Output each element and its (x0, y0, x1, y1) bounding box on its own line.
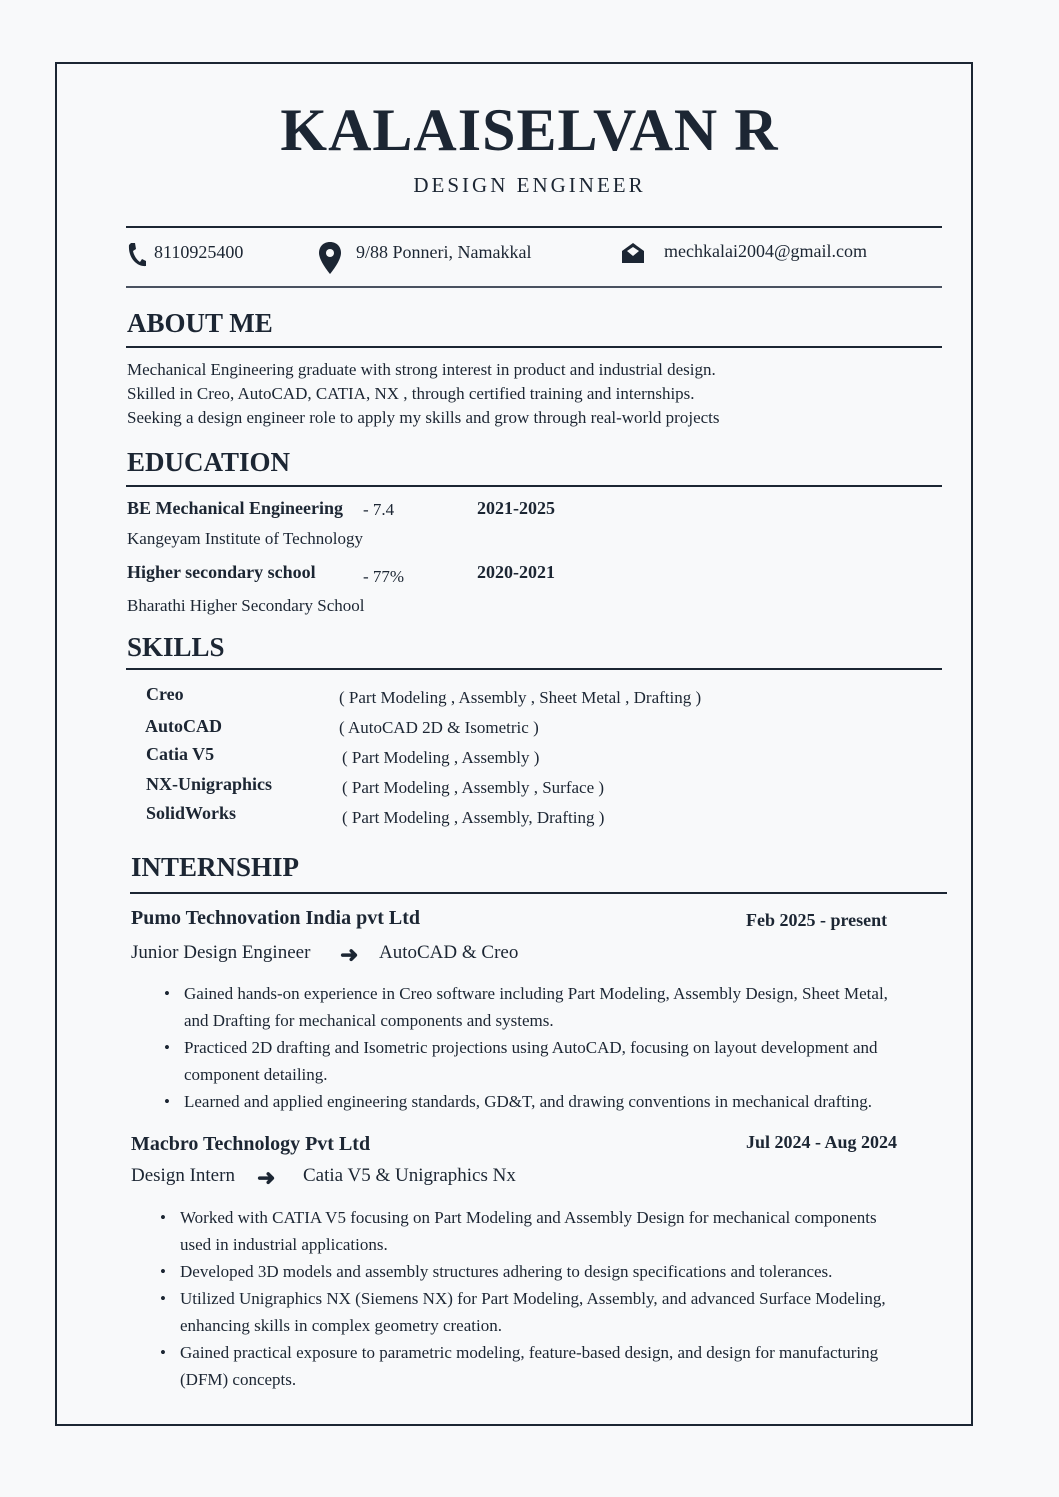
divider (126, 485, 942, 487)
bullet-continuation: used in industrial applications. (180, 1235, 388, 1254)
education-score: - 77% (363, 567, 405, 586)
skill-detail: ( Part Modeling , Assembly , Surface ) (342, 778, 605, 797)
about-line: Seeking a design engineer role to apply my skills and grow through real-world projects (127, 408, 720, 427)
bullet-item: • Developed 3D models and assembly structures adhering to design specifications and tolerances. (180, 1258, 886, 1285)
skill-detail: ( Part Modeling , Assembly , Sheet Metal , Drafting ) (339, 688, 702, 707)
divider (130, 892, 947, 894)
arrow-right-icon: ➜ (340, 942, 359, 967)
phone-number: 8110925400 (154, 242, 244, 262)
skill-detail: ( Part Modeling , Assembly, Drafting ) (342, 808, 605, 827)
education-years: 2020-2021 (477, 562, 555, 582)
internship-role: Design Intern (131, 1165, 235, 1186)
internship-role: Junior Design Engineer (131, 942, 311, 963)
education-degree: BE Mechanical Engineering (127, 498, 343, 518)
divider (126, 226, 942, 228)
candidate-name: KALAISELVAN R (280, 97, 779, 163)
company-name: Macbro Technology Pvt Ltd (131, 1133, 371, 1155)
divider (126, 668, 942, 670)
section-heading-skills: SKILLS (127, 632, 225, 662)
education-degree: Higher secondary school (127, 562, 316, 582)
company-name: Pumo Technovation India pvt Ltd (131, 907, 420, 929)
bullet-continuation: enhancing skills in complex geometry creation. (180, 1316, 502, 1335)
bullet-continuation: (DFM) concepts. (180, 1370, 297, 1389)
internship-tools: Catia V5 & Unigraphics Nx (303, 1165, 516, 1186)
divider (126, 346, 942, 348)
bullet-item: • Learned and applied engineering standards, GD&T, and drawing conventions in mechanical drafting. (184, 1088, 888, 1115)
skill-detail: ( AutoCAD 2D & Isometric ) (339, 718, 539, 737)
about-line: Mechanical Engineering graduate with strong interest in product and industrial design. (127, 360, 716, 379)
bullet-item: • Practiced 2D drafting and Isometric projections using AutoCAD, focusing on layout development and (184, 1034, 888, 1061)
email[interactable]: mechkalai2004@gmail.com (664, 241, 868, 261)
bullet-item: • Gained practical exposure to parametric modeling, feature-based design, and design for manufacturing (180, 1339, 886, 1366)
education-years: 2021-2025 (477, 498, 555, 518)
phone-icon (127, 242, 147, 268)
address: 9/88 Ponneri, Namakkal (356, 242, 532, 262)
education-score: - 7.4 (363, 500, 395, 519)
skill-name: Catia V5 (146, 744, 215, 764)
education-school: Kangeyam Institute of Technology (127, 529, 363, 548)
skill-name: SolidWorks (146, 803, 237, 823)
about-text (127, 358, 720, 430)
bullet-item: • Gained hands-on experience in Creo software including Part Modeling, Assembly Design, Sheet Metal, (184, 980, 888, 1007)
section-heading-about: ABOUT ME (127, 308, 273, 338)
envelope-icon (621, 242, 645, 264)
internship-dates: Feb 2025 - present (746, 910, 888, 930)
skill-name: AutoCAD (145, 716, 223, 736)
skill-name: Creo (146, 684, 184, 704)
bullet-item: • Worked with CATIA V5 focusing on Part Modeling and Assembly Design for mechanical components (180, 1204, 886, 1231)
education-school: Bharathi Higher Secondary School (127, 596, 365, 615)
skill-detail: ( Part Modeling , Assembly ) (342, 748, 540, 767)
section-heading-internship: INTERNSHIP (131, 852, 300, 882)
bullet-continuation: and Drafting for mechanical components and systems. (184, 1011, 554, 1030)
internship-bullets (184, 980, 888, 1115)
section-heading-education: EDUCATION (127, 447, 291, 477)
location-pin-icon (318, 241, 342, 275)
divider (126, 286, 942, 288)
about-line: Skilled in Creo, AutoCAD, CATIA, NX , through certified training and internships. (127, 384, 695, 403)
bullet-item: • Utilized Unigraphics NX (Siemens NX) for Part Modeling, Assembly, and advanced Surface Modeling, (180, 1285, 886, 1312)
candidate-title: DESIGN ENGINEER (413, 173, 646, 197)
internship-tools: AutoCAD & Creo (379, 942, 519, 963)
skill-name: NX-Unigraphics (146, 774, 273, 794)
arrow-right-icon: ➜ (257, 1165, 276, 1190)
bullet-continuation: component detailing. (184, 1065, 328, 1084)
internship-bullets (180, 1204, 886, 1393)
internship-dates: Jul 2024 - Aug 2024 (746, 1132, 898, 1152)
